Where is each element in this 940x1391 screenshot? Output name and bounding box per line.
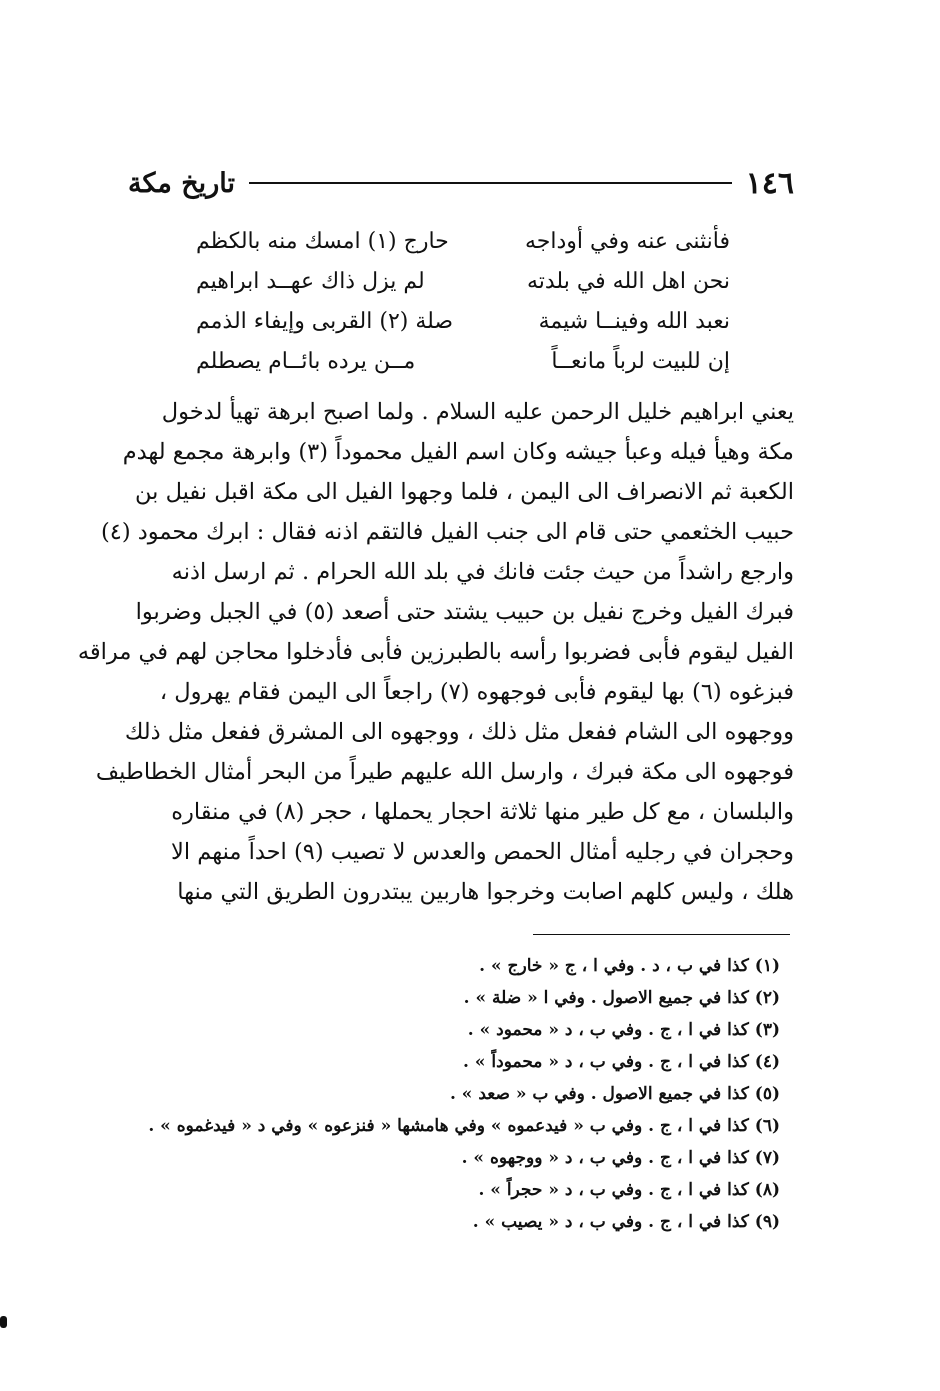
text-line: فوجهوه الى مكة فبرك ، وارسل الله عليهم طيراً من البحر أمثال الخطاطيف <box>95 759 794 785</box>
text-line: فبرك الفيل وخرج نفيل بن حبيب يشتد حتى أصعد (٥) في الجبل وضربوا <box>135 599 794 625</box>
text-line: حبيب الخثعمي حتى قام الى جنب الفيل فالتقم اذنه فقال : ابرك محمود (٤) <box>100 519 794 545</box>
text-line: فبزغوه (٦) بها ليقوم فأبى فوجهوه (٧) راجعاً الى اليمن فقام يهرول ، <box>159 679 794 705</box>
page-header <box>128 158 794 208</box>
scan-margin-mark <box>0 1316 7 1328</box>
footnote-separator <box>533 934 790 935</box>
footnote: (٧) كذا في ا ، ج . وفي ب ، د « ووجهوه » . <box>461 1148 780 1168</box>
verse-first-hemistich: إن للبيت لرباً مانعــاً <box>551 349 730 374</box>
poem-verse <box>196 222 730 262</box>
text-line: الكعبة ثم الانصراف الى اليمن ، فلما وجهوا الفيل الى مكة اقبل نفيل بن <box>135 479 794 505</box>
running-title: تاريخ مكة <box>128 167 235 199</box>
verse-second-hemistich: حارج (١) امسك منه بالكظم <box>196 229 449 254</box>
verse-first-hemistich: نعبد الله وفينــا شيمة <box>538 309 730 334</box>
footnote: (٥) كذا في جميع الاصول . وفي ب « صعد » . <box>449 1084 780 1104</box>
body-paragraph <box>77 392 794 912</box>
footnote: (٩) كذا في ا ، ج . وفي ب ، د « يصيب » . <box>472 1212 780 1232</box>
verse-second-hemistich: صلة (٢) القربى وإيفاء الذمم <box>196 309 454 334</box>
verse-second-hemistich: مــن يرده بائــام يصطلم <box>196 349 416 374</box>
text-line: مكة وهيأ فيله وعبأ جيشه وكان اسم الفيل محموداً (٣) وابرهة مجمع لهدم <box>122 439 794 465</box>
footnotes <box>150 950 780 1238</box>
text-line: والبلسان ، مع كل طير منها ثلاثة احجار يحملها ، حجر (٨) في منقاره <box>171 799 794 825</box>
footnote: (٤) كذا في ا ، ج . وفي ب ، د « محموداً » . <box>463 1052 780 1072</box>
poem-verse <box>196 342 730 382</box>
text-line: يعني ابراهيم خليل الرحمن عليه السلام . ولما اصبح ابرهة تهيأ لدخول <box>161 399 794 425</box>
text-line: وحجران في رجليه أمثال الحمص والعدس لا تصيب (٩) احداً منهم الا <box>171 839 794 865</box>
header-rule <box>249 182 732 184</box>
footnote: (٨) كذا في ا ، ج . وفي ب ، د « حجراً » . <box>478 1180 780 1200</box>
page-number: ١٤٦ <box>745 165 794 201</box>
text-line: ووجهوه الى الشام ففعل مثل ذلك ، ووجهوه الى المشرق ففعل مثل ذلك <box>124 719 794 745</box>
footnote: (٦) كذا في ا ، ج . وفي ب « فيدعموه » وفي هامشها « فنزعوه » وفي د « فيدغموه » . <box>148 1116 780 1136</box>
footnote: (٣) كذا في ا ، ج . وفي ب ، د « محمود » . <box>467 1020 780 1040</box>
verse-first-hemistich: نحن اهل الله في بلدته <box>526 269 730 294</box>
footnote: (٢) كذا في جميع الاصول . وفي ا « ضلة » . <box>463 988 780 1008</box>
footnote: (١) كذا في ب ، د . وفي ا ، ج « خارج » . <box>479 956 780 976</box>
text-line: الفيل ليقوم فأبى فضربوا رأسه بالطبرزين فأبى فأدخلوا محاجن لهم في مراقه <box>77 639 794 665</box>
text-line: هلك ، وليس كلهم اصابت وخرجوا هاربين يبتدرون الطريق التي منها <box>177 879 794 905</box>
poem-verse <box>196 302 730 342</box>
poem-block <box>196 222 730 382</box>
text-line: وارجع راشداً من حيث جئت فانك في بلد الله الحرام . ثم ارسل اذنه <box>171 559 794 585</box>
verse-first-hemistich: فأنثنى عنه وفي أوداجه <box>524 229 730 254</box>
verse-second-hemistich: لم يزل ذاك عهــد ابراهيم <box>196 269 425 294</box>
poem-verse <box>196 262 730 302</box>
